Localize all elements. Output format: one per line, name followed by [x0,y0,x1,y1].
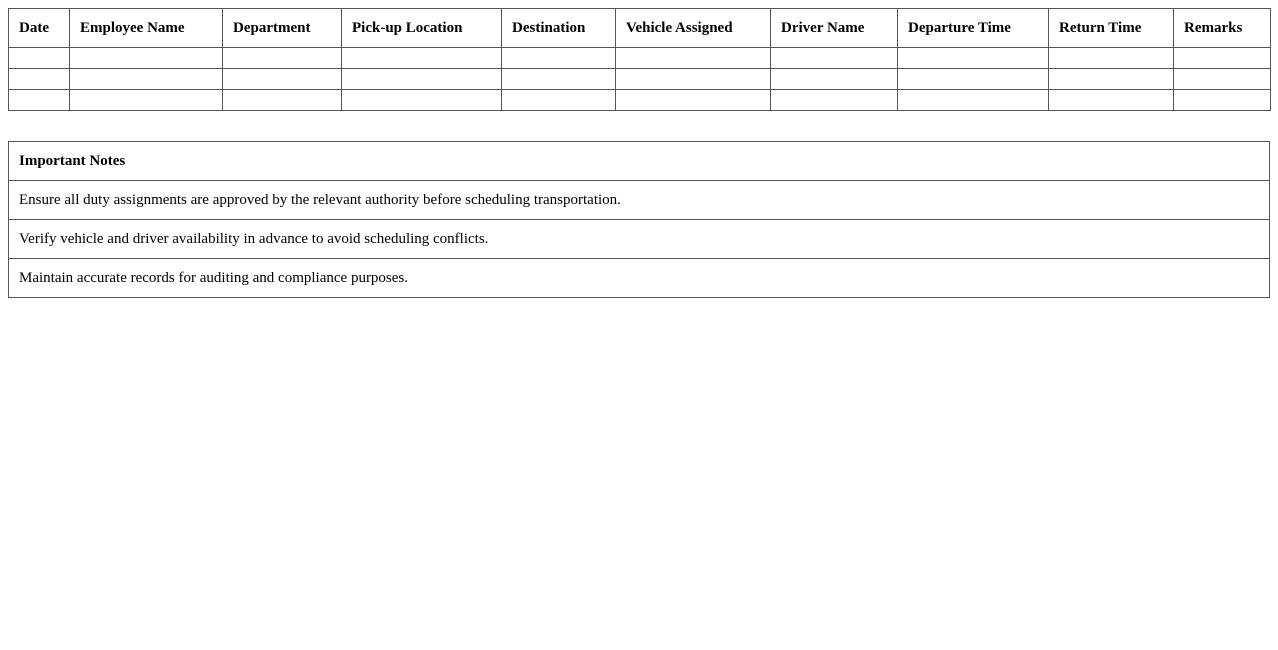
column-header-date: Date [9,9,70,48]
table-row [9,48,1271,69]
column-header-vehicle-assigned: Vehicle Assigned [616,9,771,48]
note-row [9,220,1270,259]
column-header-employee-name: Employee Name [70,9,223,48]
cell-driver-name [771,48,898,69]
cell-return-time [1049,69,1174,90]
cell-employee-name [70,90,223,111]
column-header-pickup-location: Pick-up Location [342,9,502,48]
important-notes-table [8,141,1270,298]
cell-employee-name [70,48,223,69]
cell-pickup-location [342,69,502,90]
note-item: Ensure all duty assignments are approved by the relevant authority before scheduling transportation. [9,181,1270,220]
cell-departure-time [898,48,1049,69]
column-header-departure-time: Departure Time [898,9,1049,48]
cell-vehicle-assigned [616,69,771,90]
cell-return-time [1049,48,1174,69]
column-header-remarks: Remarks [1174,9,1271,48]
note-row [9,181,1270,220]
cell-department [223,48,342,69]
cell-department [223,90,342,111]
cell-remarks [1174,48,1271,69]
cell-date [9,90,70,111]
note-item: Maintain accurate records for auditing and compliance purposes. [9,259,1270,298]
note-item: Verify vehicle and driver availability in advance to avoid scheduling conflicts. [9,220,1270,259]
cell-date [9,69,70,90]
notes-header-row [9,142,1270,181]
note-row [9,259,1270,298]
cell-driver-name [771,69,898,90]
cell-employee-name [70,69,223,90]
cell-vehicle-assigned [616,90,771,111]
cell-destination [502,69,616,90]
cell-destination [502,90,616,111]
cell-remarks [1174,69,1271,90]
table-row [9,69,1271,90]
cell-return-time [1049,90,1174,111]
cell-pickup-location [342,90,502,111]
column-header-destination: Destination [502,9,616,48]
cell-date [9,48,70,69]
cell-vehicle-assigned [616,48,771,69]
cell-pickup-location [342,48,502,69]
duty-assignment-table [8,8,1271,111]
cell-departure-time [898,90,1049,111]
notes-title: Important Notes [9,142,1270,181]
cell-driver-name [771,90,898,111]
column-header-return-time: Return Time [1049,9,1174,48]
table-row [9,90,1271,111]
table-header-row [9,9,1271,48]
cell-remarks [1174,90,1271,111]
cell-departure-time [898,69,1049,90]
column-header-department: Department [223,9,342,48]
cell-department [223,69,342,90]
column-header-driver-name: Driver Name [771,9,898,48]
cell-destination [502,48,616,69]
